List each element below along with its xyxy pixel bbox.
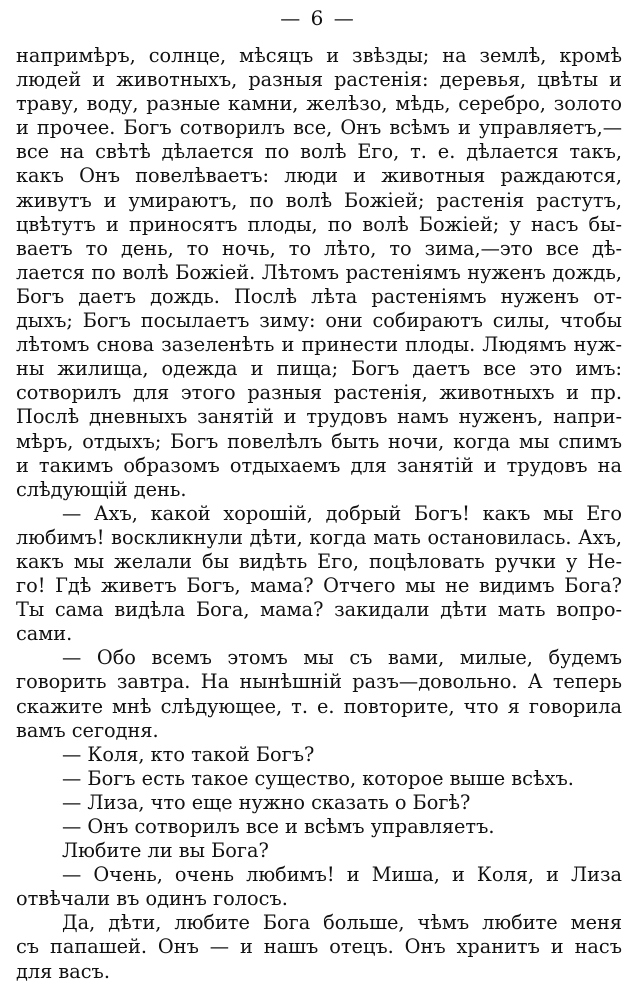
text-line: лѣтомъ снова зазеленѣть и принести плоды. Людямъ нуж- [16,333,622,357]
paragraph-1 [16,44,622,502]
text-line: мѣръ, отдыхъ; Богъ повелѣлъ быть ночи, когда мы спимъ [16,429,622,453]
text-line: — Обо всемъ этомъ мы съ вами, милые, будемъ [62,646,622,670]
text-line: лается по волѣ Божіей. Лѣтомъ растеніямъ нуженъ дождь, [16,260,622,284]
text-line: людей и животныхъ, разныя растенія: деревья, цвѣты и [16,68,622,92]
text-line: цвѣтутъ и приносятъ плоды, по волѣ Божіей; у насъ бы- [16,212,622,236]
text-line: живутъ и умираютъ, по волѣ Божіей; растенія растутъ, [16,188,622,212]
dialog-line: — Онъ сотворилъ все и всѣмъ управляетъ. [62,815,495,838]
dialog-line: — Богъ есть такое существо, которое выше всѣхъ. [62,766,574,790]
text-line: и такимъ образомъ отдыхаемъ для занятій и трудовъ на [16,453,622,477]
dialog-line: — Лиза, что еще нужно сказать о Богѣ? [62,790,471,814]
text-line: слѣдующій день. [16,477,187,501]
text-line: скажите мнѣ слѣдующее, т. е. повторите, что я говорила [16,694,622,718]
dialog-block [16,743,622,863]
text-line: траву, воду, разные камни, желѣзо, мѣдь, серебро, золото [16,92,622,116]
text-line: какъ Онъ повелѣваетъ: люди и животныя раждаются, [16,164,622,188]
paragraph-4 [16,863,622,911]
dialog-line: — Коля, кто такой Богъ? [62,742,315,766]
text-line: Ты сама видѣла Бога, мама? закидали дѣти мать вопро- [16,598,622,622]
text-line: сами. [16,622,73,646]
dialog-question: Любите ли вы Бога? [62,839,269,863]
text-line: сотворилъ для этого разныя растенія, животныхъ и пр. [16,381,622,405]
text-line: съ папашей. Онъ — и нашъ отецъ. Онъ хранитъ и насъ [16,935,622,959]
paragraph-3 [16,646,622,742]
text-line: отвѣчали въ одинъ голосъ. [16,887,288,911]
text-line: вамъ сегодня. [16,718,159,742]
text-line: все на свѣтѣ дѣлается по волѣ Его, т. е. дѣлается такъ, [16,140,622,164]
page-number: — 6 — [280,6,356,30]
text-line: ны жилища, одежда и пища; Богъ даетъ все это имъ: [16,357,622,381]
text-line: — Ахъ, какой хорошій, добрый Богъ! какъ мы Его [62,501,622,525]
text-line: любимъ! воскликнули дѣти, когда мать остановилась. Ахъ, [16,525,622,549]
text-line: Богъ даетъ дождь. Послѣ лѣта растеніямъ нуженъ от- [16,284,622,308]
text-line: для васъ. [16,959,110,983]
text-line: Да, дѣти, любите Бога больше, чѣмъ любите меня [62,911,622,935]
text-line: говорить завтра. На нынѣшній разъ—довольно. А теперь [16,670,622,694]
text-line: Послѣ дневныхъ занятій и трудовъ намъ нуженъ, напри- [16,405,622,429]
text-line: напримѣръ, солнце, мѣсяцъ и звѣзды; на землѣ, кромѣ [16,44,622,67]
paragraph-2 [16,502,622,647]
text-line: дыхъ; Богъ посылаетъ зиму: они собираютъ силы, чтобы [16,309,622,333]
text-line: ваетъ то день, то ночь, то лѣто, то зима,—это все дѣ- [16,236,622,260]
text-line: го! Гдѣ живетъ Богъ, мама? Отчего мы не видимъ Бога? [16,574,622,598]
page-body [16,44,622,984]
text-line: какъ мы желали бы видѣть Его, поцѣловать ручки у Не- [16,549,622,573]
text-line: — Очень, очень любимъ! и Миша, и Коля, и Лиза [62,863,622,887]
text-line: и прочее. Богъ сотворилъ все, Онъ всѣмъ и управляетъ,— [16,116,622,140]
